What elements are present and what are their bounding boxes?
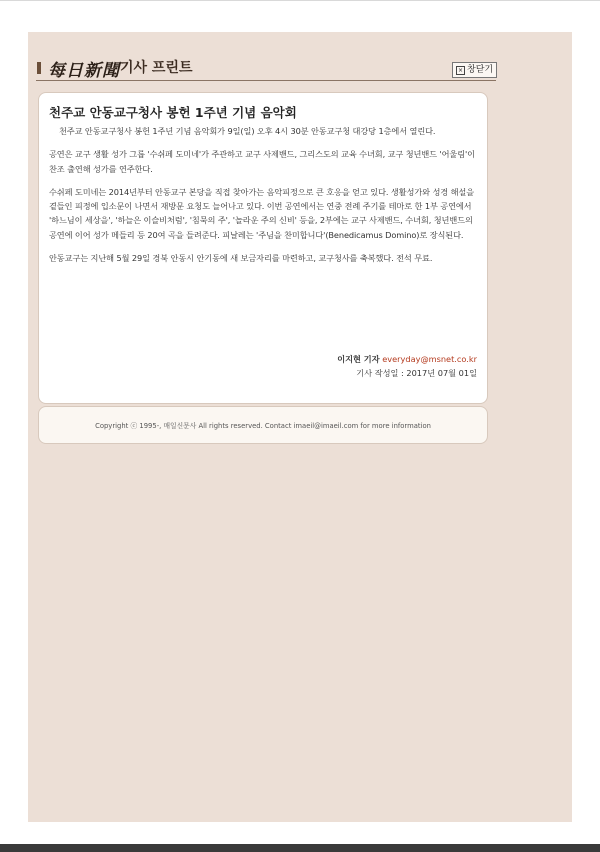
newspaper-logo: 每日新聞 xyxy=(48,61,120,81)
reporter-name: 이지현 기자 xyxy=(337,354,380,364)
reporter-line xyxy=(337,352,477,366)
article-paragraph: 수쉬페 도미네는 2014년부터 안동교구 본당을 직접 찾아가는 음악피정으로 큰 호응을 얻고 있다. 생활성가와 성경 해설을 곁들인 피정에 입소문이 나면서 재방문 요청도 늘어나고 있다. 이번 공연에서는 연중 전례 주기를 테마로 한 1부 공연에서 '하느님이 세상을', '하늘은 이슬비처럼', '침묵의 주', '놀라운 주의 신비' 등을, 2부에는 교구 사제밴드, 수녀회, 청년밴드의 공연에 이어 성가 메들리 등 20여 곡을 들려준다. 피날레는 '주님을 찬미합니다'(Benedicamus Domino)로 장식된다. xyxy=(49,186,475,240)
masthead xyxy=(36,56,496,81)
top-border xyxy=(0,0,600,1)
close-window-label: 창닫기 xyxy=(467,65,494,75)
article-paragraph: 천주교 안동교구청사 봉헌 1주년 기념 음악회가 9일(일) 오후 4시 30분 안동교구청 대강당 1층에서 열린다. xyxy=(59,126,436,136)
article-paragraph: 공연은 교구 생활 성가 그룹 '수쉬페 도미네'가 주관하고 교구 사제밴드, 그리스도의 교육 수녀회, 교구 청년밴드 '어울림'이 찬조 출연해 성가를 연주한다. xyxy=(49,149,475,174)
copyright-text: Copyright ⓒ 1995-, 매일신문사 All rights reserved. Contact imaeil@imaeil.com for more information xyxy=(95,422,431,430)
article-paragraph: 안동교구는 지난해 5월 29일 경북 안동시 안기동에 새 보금자리를 마련하고, 교구청사를 축복했다. 전석 무료. xyxy=(49,253,433,264)
reporter-email-link[interactable]: everyday@msnet.co.kr xyxy=(382,354,477,364)
byline xyxy=(337,352,477,380)
bottom-bar xyxy=(0,844,600,852)
close-icon: × xyxy=(457,66,464,74)
print-page xyxy=(28,32,572,822)
article-headline: 천주교 안동교구청사 봉헌 1주년 기념 음악회 xyxy=(49,105,297,120)
article-body xyxy=(49,124,483,274)
article-box xyxy=(38,92,488,404)
close-window-button[interactable] xyxy=(452,62,497,78)
masthead-marker xyxy=(37,62,41,74)
article-date: 기사 작성일 : 2017년 07월 01일 xyxy=(356,368,477,378)
masthead-title: 기사 프린트 xyxy=(120,60,193,76)
copyright-footer xyxy=(38,406,488,444)
